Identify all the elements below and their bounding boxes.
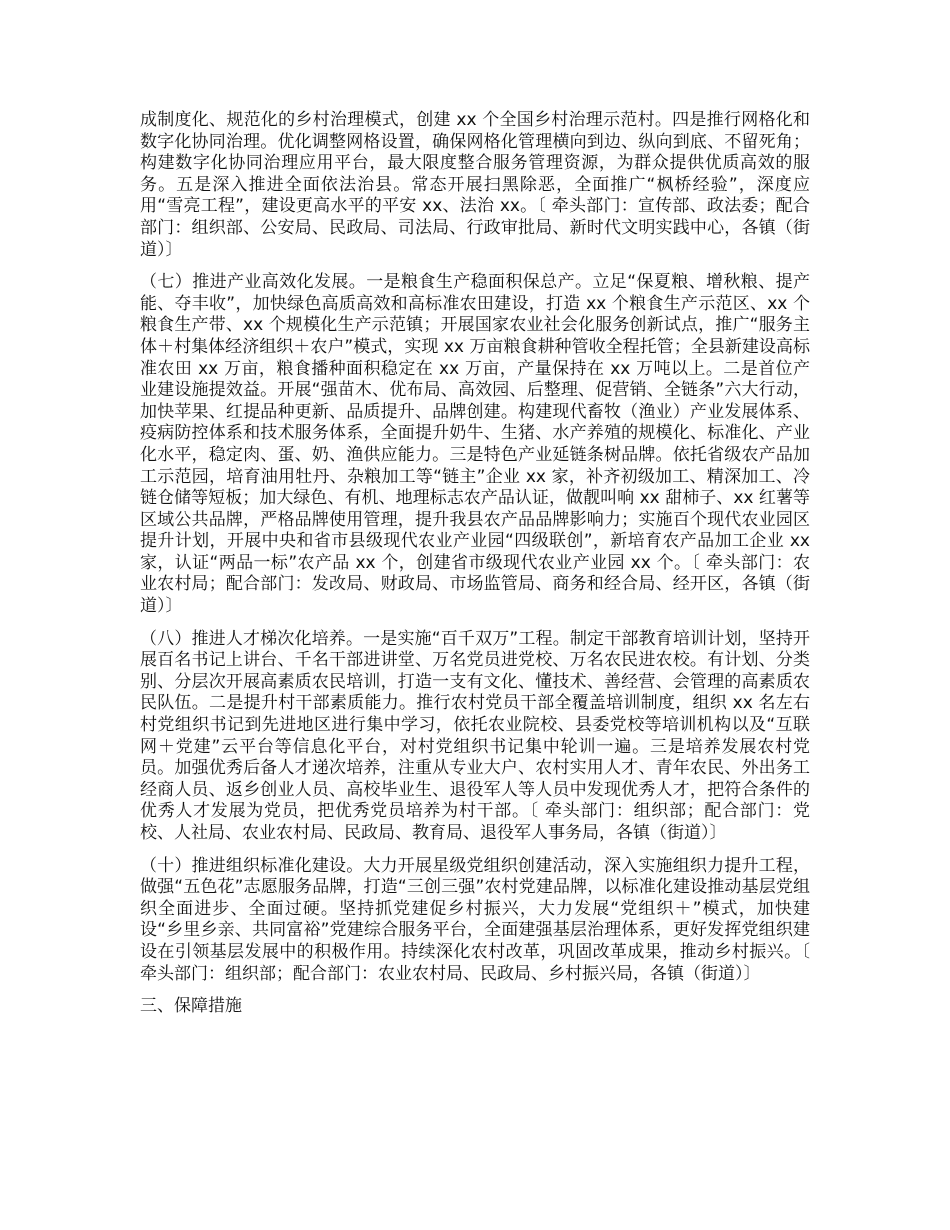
paragraph-organization-standardization: （十）推进组织标准化建设。大力开展星级党组织创建活动，深入实施组织力提升工程，做强“五色花”志愿服务品牌，打造“三创三强”农村党建品牌，以标准化建设推动基层党组织全面进步、全面过硬。坚持抓党建促乡村振兴，大力发展“党组织＋”模式，加快建设“乡里乡亲、共同富裕”党建综合服务平台，全面建强基层治理体系，更好发挥党组织建设在引领基层发展中的积极作用。持续深化农村改革，巩固改革成果，推动乡村振兴。〔 牵头部门：组织部；配合部门：农业农村局、民政局、乡村振兴局，各镇（街道）〕 <box>140 855 810 984</box>
paragraph-industry-development: （七）推进产业高效化发展。一是粮食生产稳面积保总产。立足“保夏粮、增秋粮、提产能、夺丰收”，加快绿色高质高效和高标准农田建设，打造 xx 个粮食生产示范区、xx 个粮食生产带、xx 个规模化生产示范镇；开展国家农业社会化服务创新试点，推广“服务主体＋村集体经济组织＋农户”模式，实现 xx 万亩粮食耕种管收全程托管；全县新建设高标准农田 xx 万亩，粮食播种面积稳定在 xx 万亩，产量保持在 xx 万吨以上。二是首位产业建设施提效益。开展“强苗木、优布局、高效园、后整理、促营销、全链条”六大行动，加快苹果、红提品种更新、品质提升、品牌创建。构建现代畜牧（渔业）产业发展体系、疫病防控体系和技术服务体系，全面提升奶牛、生猪、水产养殖的规模化、标准化、产业化水平，稳定肉、蛋、奶、渔供应能力。三是特色产业延链条树品牌。依托省级农产品加工示范园，培育油用牡丹、杂粮加工等“链主”企业 xx 家，补齐初级加工、精深加工、冷链仓储等短板；加大绿色、有机、地理标志农产品认证，做靓叫响 xx 甜柿子、xx 红薯等区域公共品牌，严格品牌使用管理，提升我县农产品品牌影响力；实施百个现代农业园区提升计划，开展中央和省市县级现代农业产业园“四级联创”，新培育农产品加工企业 xx 家，认证“两品一标”农产品 xx 个，创建省市级现代农业产业园 xx 个。〔 牵头部门：农业农村局；配合部门：发改局、财政局、市场监管局、商务和经合局、经开区，各镇（街道）〕 <box>140 272 810 617</box>
paragraph-governance-continued: 成制度化、规范化的乡村治理模式，创建 xx 个全国乡村治理示范村。四是推行网格化和数字化协同治理。优化调整网格设置，确保网格化管理横向到边、纵向到底、不留死角；构建数字化协同治理应用平台，最大限度整合服务管理资源，为群众提供优质高效的服务。五是深入推进全面依法治县。常态开展扫黑除恶，全面推广“枫桥经验”，深度应用“雪亮工程”，建设更高水平的平安 xx、法治 xx。〔 牵头部门：宣传部、政法委；配合部门：组织部、公安局、民政局、司法局、行政审批局、新时代文明实践中心，各镇（街道）〕 <box>140 110 810 260</box>
section-heading-safeguards: 三、保障措施 <box>140 996 242 1017</box>
paragraph-talent-cultivation: （八）推进人才梯次化培养。一是实施“百千双万”工程。制定干部教育培训计划，坚持开展百名书记上讲台、千名干部进讲堂、万名党员进党校、万名农民进农校。有计划、分类别、分层次开展高素质农民培训，打造一支有文化、懂技术、善经营、会管理的高素质农民队伍。二是提升村干部素质能力。推行农村党员干部全覆盖培训制度，组织 xx 名左右村党组织书记到先进地区进行集中学习，依托农业院校、县委党校等培训机构以及“互联网＋党建”云平台等信息化平台，对村党组织书记集中轮训一遍。三是培养发展农村党员。加强优秀后备人才递次培养，注重从专业大户、农村实用人才、青年农民、外出务工经商人员、返乡创业人员、高校毕业生、退役军人等人员中发现优秀人才，把符合条件的优秀人才发展为党员，把优秀党员培养为村干部。〔 牵头部门：组织部；配合部门：党校、人社局、农业农村局、民政局、教育局、退役军人事务局，各镇（街道）〕 <box>140 628 810 843</box>
document-body <box>140 110 810 1018</box>
